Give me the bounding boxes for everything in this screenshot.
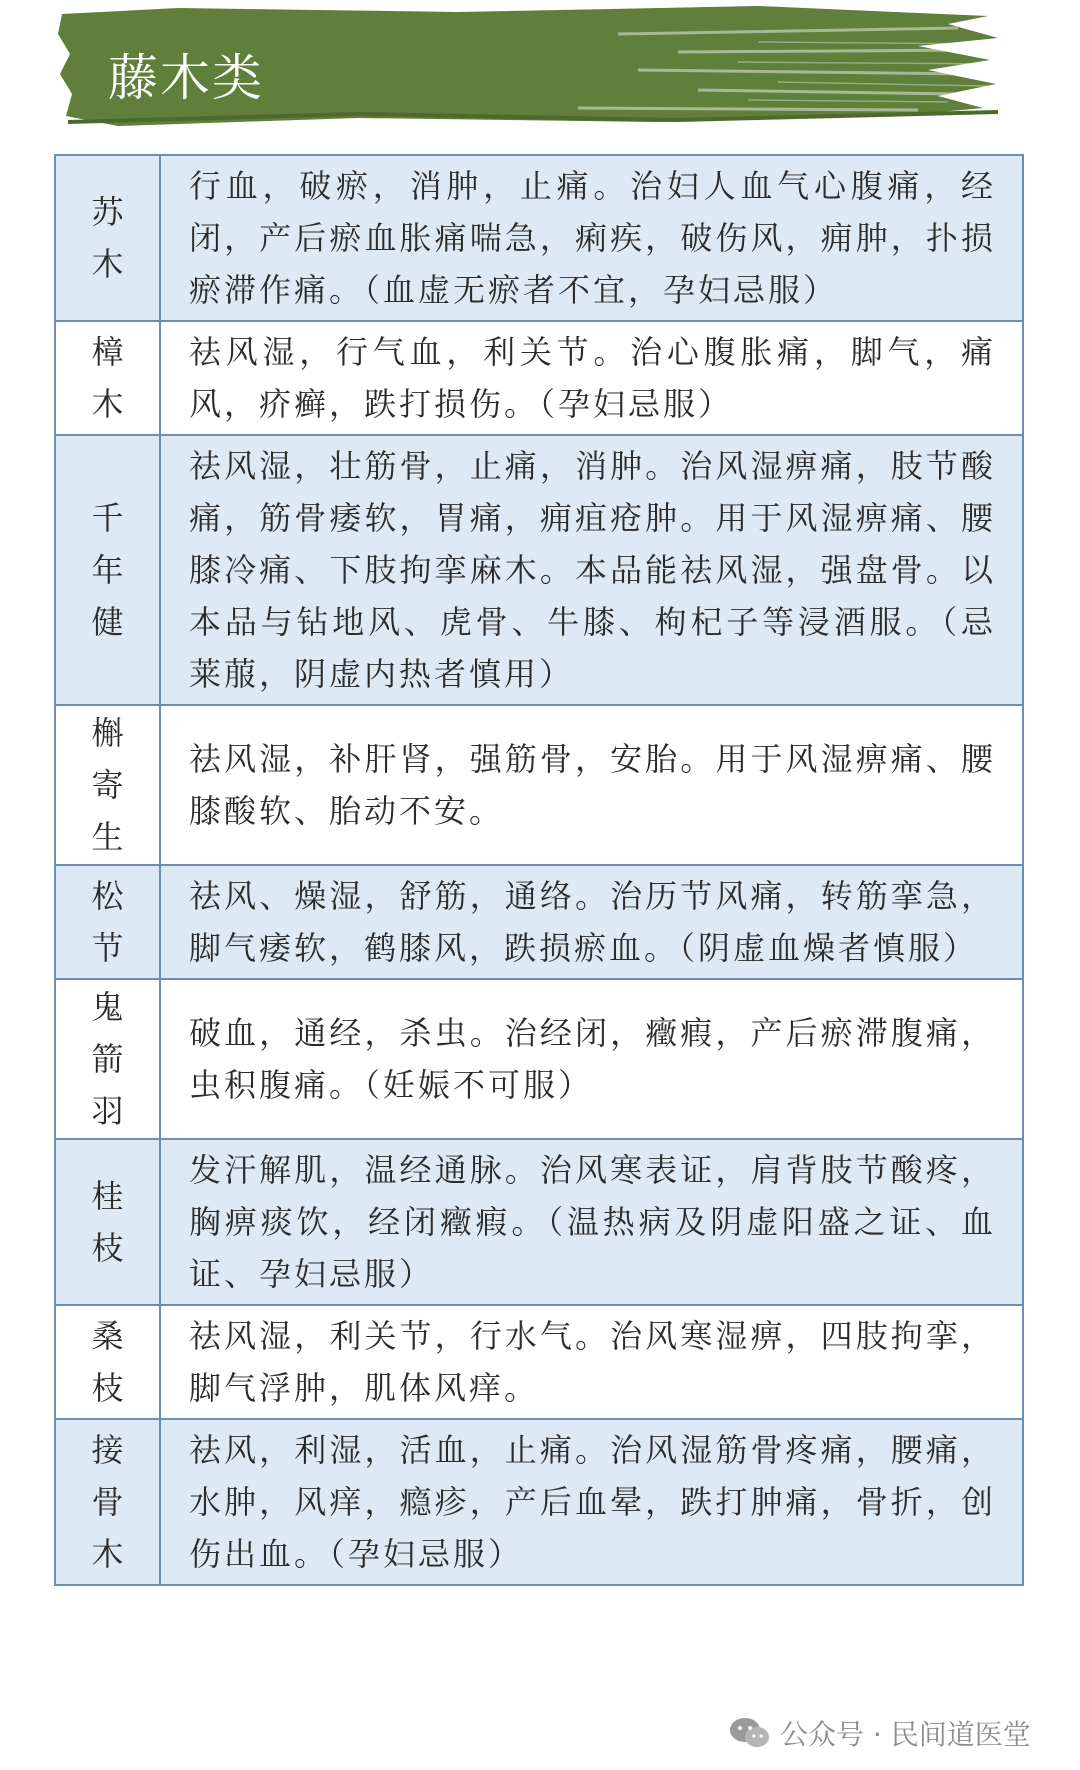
herb-row (55, 435, 1023, 705)
herb-description: 祛风湿，利关节，行水气。治风寒湿痹，四肢拘挛，脚气浮肿，肌体风痒。 (160, 1305, 1023, 1419)
herb-row (55, 155, 1023, 321)
herb-description: 祛风湿，行气血，利关节。治心腹胀痛，脚气，痛风，疥癣，跌打损伤。（孕妇忌服） (160, 321, 1023, 435)
herb-table (54, 154, 1024, 1586)
herb-name-cell (55, 1419, 160, 1585)
herb-name-cell (55, 435, 160, 705)
herb-name: 接骨木 (91, 1431, 124, 1573)
watermark-text: 公众号 · 民间道医堂 (780, 1718, 1031, 1751)
herb-description: 行血，破瘀，消肿，止痛。治妇人血气心腹痛，经闭，产后瘀血胀痛喘急，痢疾，破伤风，痈肿，扑损瘀滞作痛。（血虚无瘀者不宜，孕妇忌服） (160, 155, 1023, 321)
account-watermark (728, 1712, 1031, 1754)
herb-name: 樟木 (91, 333, 124, 423)
section-title: 藤木类 (108, 49, 264, 107)
herb-name-cell (55, 705, 160, 865)
herb-name: 桑枝 (91, 1317, 124, 1407)
wechat-icon (728, 1715, 772, 1751)
herb-description: 破血，通经，杀虫。治经闭，癥瘕，产后瘀滞腹痛，虫积腹痛。（妊娠不可服） (160, 979, 1023, 1139)
herb-name-cell (55, 321, 160, 435)
herb-name-cell (55, 155, 160, 321)
herb-description: 祛风湿，壮筋骨，止痛，消肿。治风湿痹痛，肢节酸痛，筋骨痿软，胃痛，痈疽疮肿。用于风湿痹痛、腰膝冷痛、下肢拘挛麻木。本品能祛风湿，强盘骨。以本品与钻地风、虎骨、牛膝、枸杞子等浸酒服。（忌莱菔，阴虚内热者慎用） (160, 435, 1023, 705)
herb-name-cell (55, 865, 160, 979)
herb-name-cell (55, 1139, 160, 1305)
herb-row (55, 1305, 1023, 1419)
herb-name: 槲寄生 (91, 714, 124, 856)
herb-name: 桂枝 (91, 1177, 124, 1267)
herb-row (55, 705, 1023, 865)
herb-row (55, 865, 1023, 979)
herb-row (55, 1139, 1023, 1305)
herb-row (55, 1419, 1023, 1585)
herb-name: 千年健 (91, 499, 124, 641)
herb-name: 苏木 (91, 193, 124, 283)
herb-row (55, 321, 1023, 435)
herb-description: 发汗解肌，温经通脉。治风寒表证，肩背肢节酸疼，胸痹痰饮，经闭癥瘕。（温热病及阴虚阳盛之证、血证、孕妇忌服） (160, 1139, 1023, 1305)
herb-description: 祛风、燥湿，舒筋，通络。治历节风痛，转筋挛急，脚气痿软，鹤膝风，跌损瘀血。（阴虚血燥者慎服） (160, 865, 1023, 979)
herb-name-cell (55, 1305, 160, 1419)
herb-description: 祛风，利湿，活血，止痛。治风湿筋骨疼痛，腰痛，水肿，风痒，瘾疹，产后血晕，跌打肿痛，骨折，创伤出血。（孕妇忌服） (160, 1419, 1023, 1585)
section-banner (58, 4, 998, 128)
herb-name-cell (55, 979, 160, 1139)
herb-row (55, 979, 1023, 1139)
herb-name: 松节 (91, 877, 124, 967)
herb-description: 祛风湿，补肝肾，强筋骨，安胎。用于风湿痹痛、腰膝酸软、胎动不安。 (160, 705, 1023, 865)
herb-name: 鬼箭羽 (91, 988, 124, 1130)
